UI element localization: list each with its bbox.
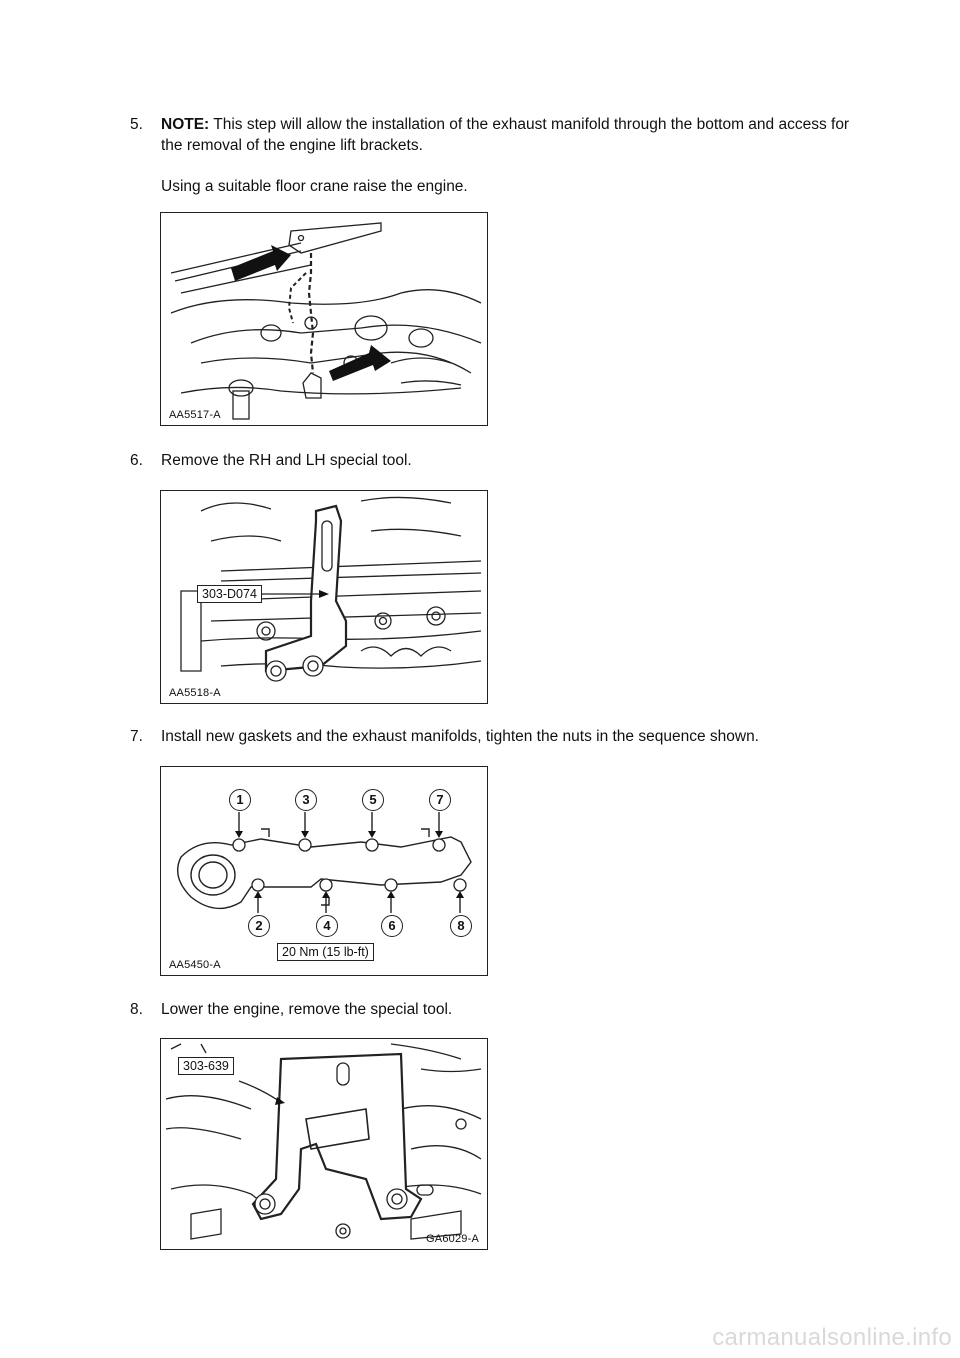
sequence-number-5: 5: [362, 789, 384, 811]
step-text: Lower the engine, remove the special tool.: [161, 1001, 453, 1018]
sequence-number-1: 1: [229, 789, 251, 811]
figure-special-tool-639: [160, 1038, 488, 1250]
step-8: [130, 999, 850, 1020]
step-text: Using a suitable floor crane raise the engine.: [161, 178, 468, 195]
figure-id: AA5517-A: [169, 409, 221, 421]
torque-spec: 20 Nm (15 lb-ft): [277, 943, 374, 961]
sequence-number-7: 7: [429, 789, 451, 811]
tool-callout: 303-D074: [197, 585, 262, 603]
step-note: [161, 114, 850, 156]
sequence-number-2: 2: [248, 915, 270, 937]
watermark-text: carmanualsonline.info: [712, 1324, 952, 1351]
step-text: Remove the RH and LH special tool.: [161, 452, 412, 469]
step-number: 7.: [130, 728, 143, 745]
figure-id: AA5450-A: [169, 959, 221, 971]
step-number: 8.: [130, 1001, 143, 1018]
sequence-number-6: 6: [381, 915, 403, 937]
figure-id: AA5518-A: [169, 687, 221, 699]
step-7: [130, 726, 850, 747]
note-text: This step will allow the installation of the exhaust manifold through the bottom and access for the removal of the engine lift brackets.: [161, 116, 850, 154]
sequence-number-3: 3: [295, 789, 317, 811]
note-label: NOTE:: [161, 116, 210, 133]
sequence-number-4: 4: [316, 915, 338, 937]
figure-id: GA6029-A: [426, 1233, 479, 1245]
figure-engine-lift: [160, 212, 488, 426]
figure-special-tool-removal: [160, 490, 488, 704]
step-number: 5.: [130, 116, 143, 133]
engine-lift-illustration: [161, 213, 487, 425]
step-5: [130, 114, 850, 197]
tool-callout: 303-639: [178, 1057, 234, 1075]
sequence-number-8: 8: [450, 915, 472, 937]
step-number: 6.: [130, 452, 143, 469]
step-text: Install new gaskets and the exhaust manifolds, tighten the nuts in the sequence shown.: [161, 728, 759, 745]
figure-manifold-sequence: [160, 766, 488, 976]
nut-markers: [233, 839, 466, 891]
step-6: [130, 450, 850, 471]
